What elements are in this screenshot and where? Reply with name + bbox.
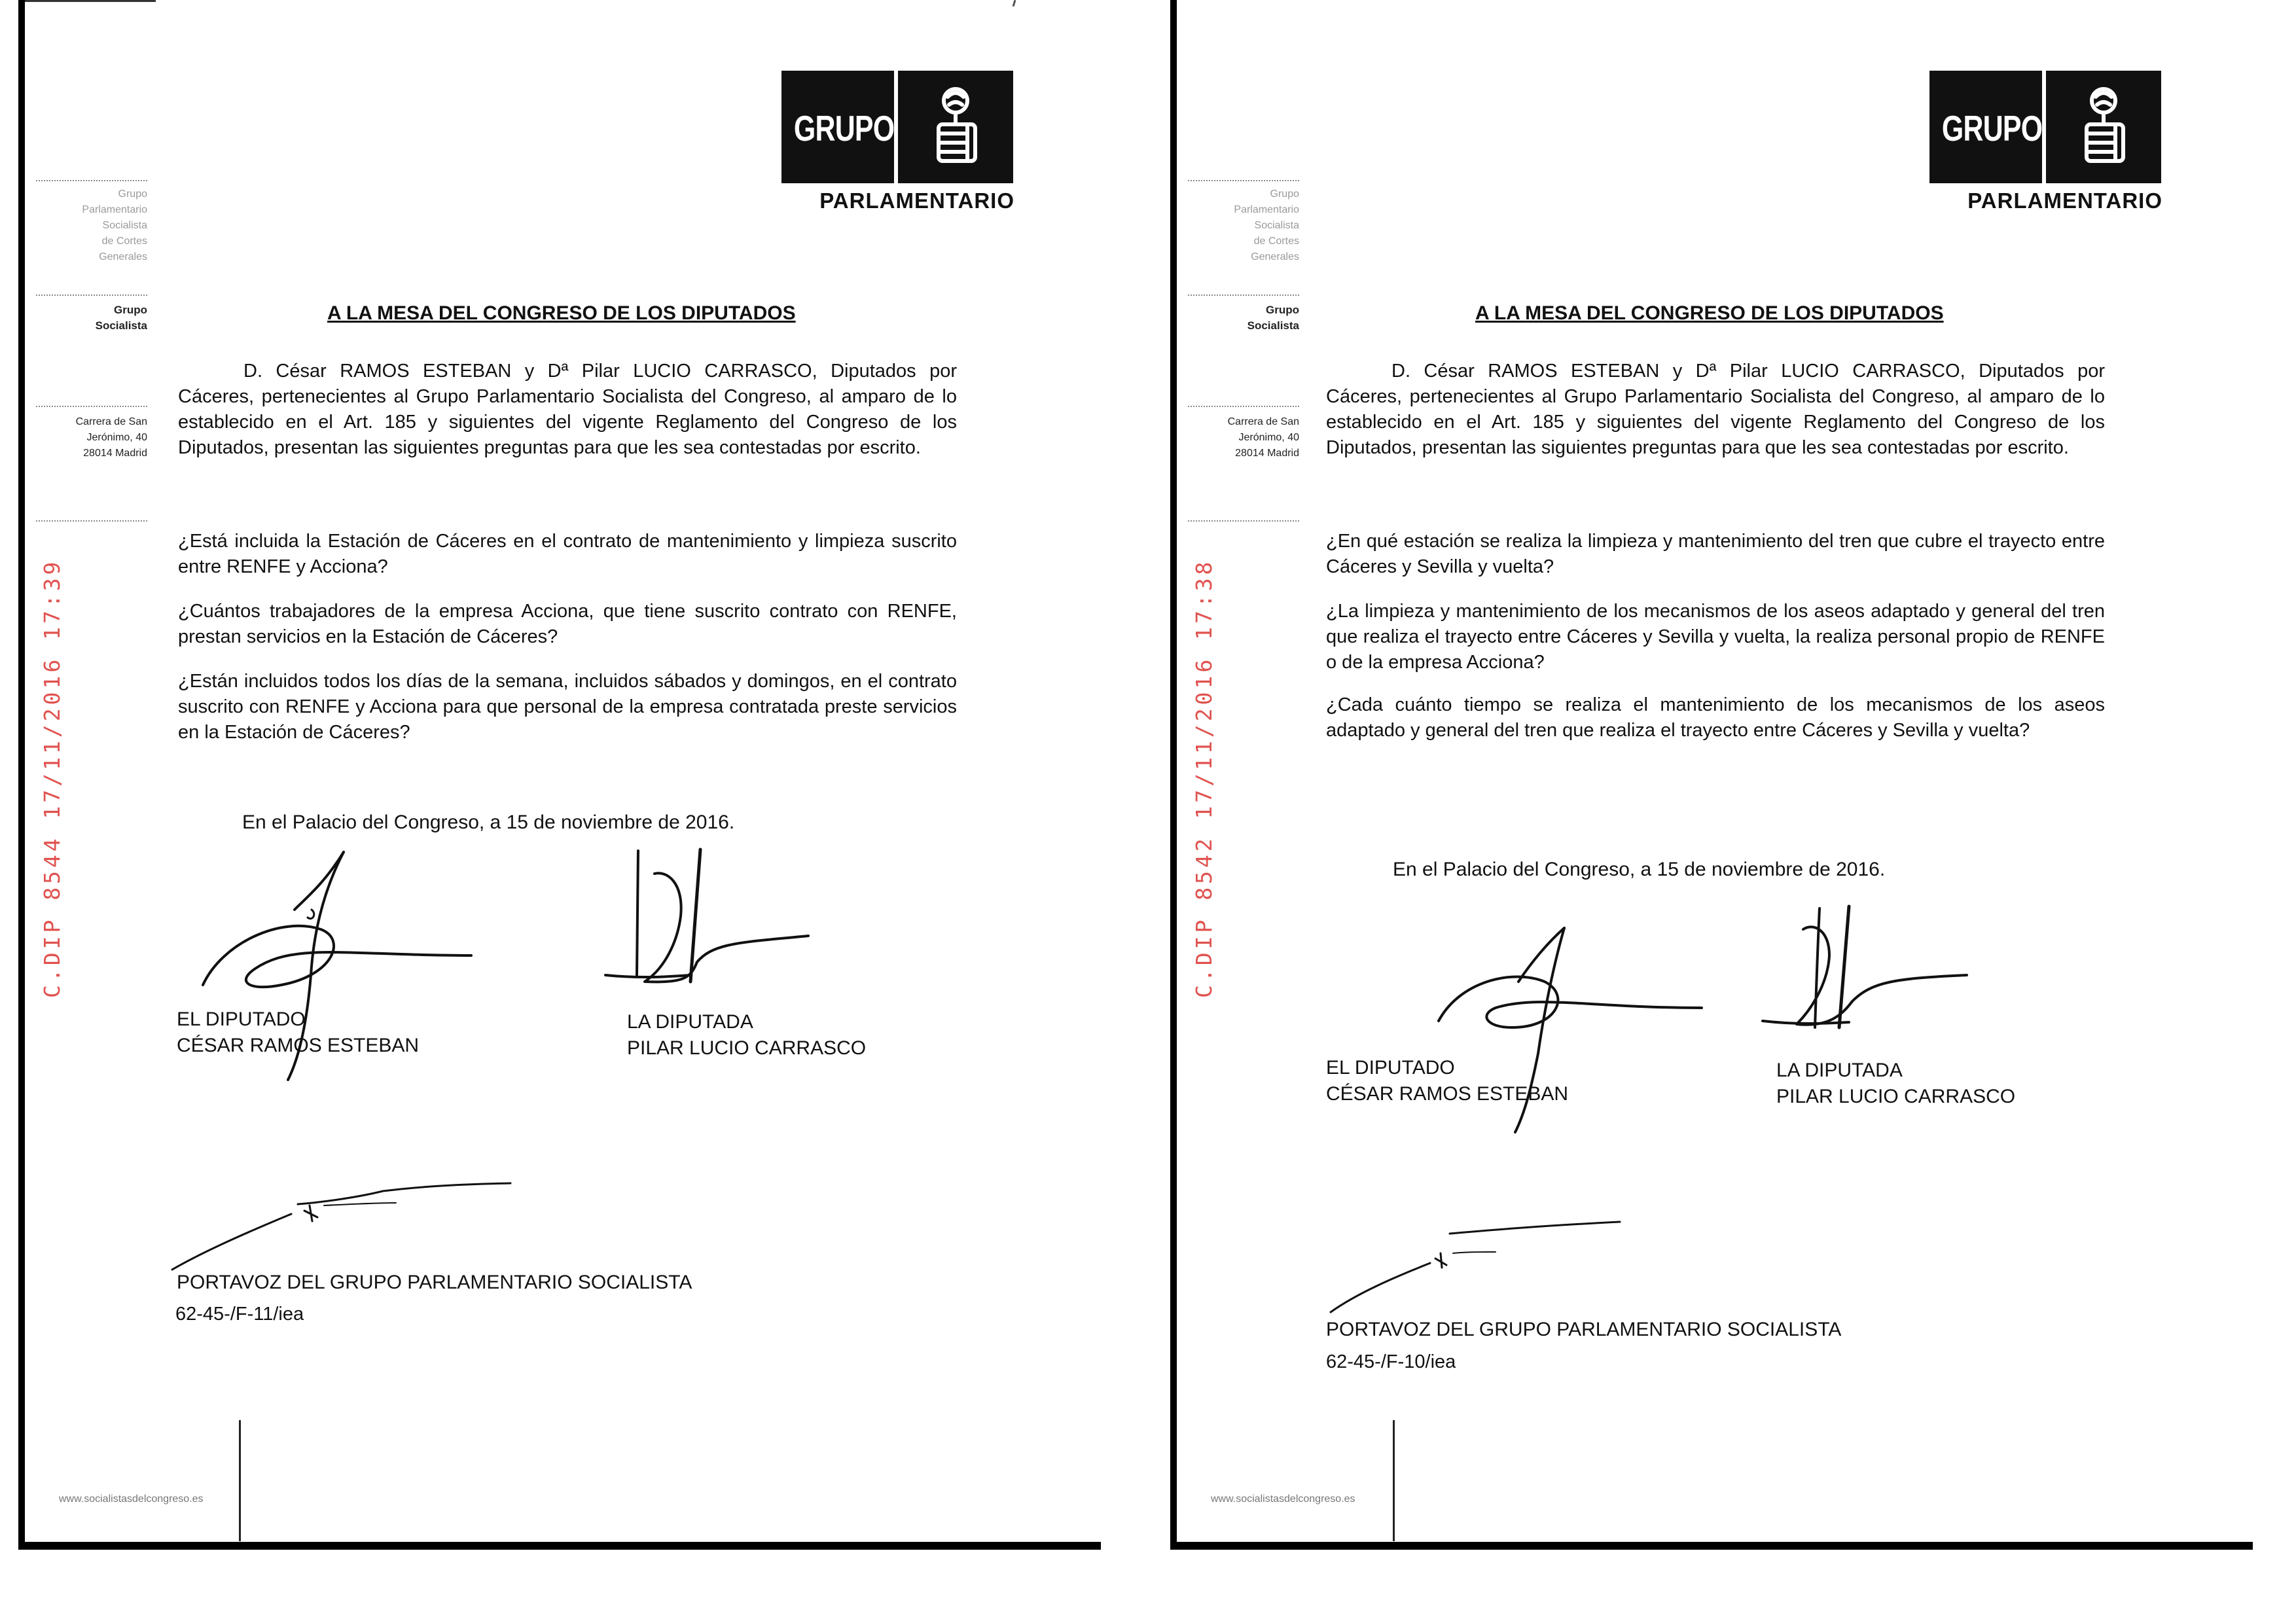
date-line: En el Palacio del Congreso, a 15 de noviembre de 2016. bbox=[1393, 859, 1886, 880]
footer-rule bbox=[239, 1420, 241, 1541]
sidebar-address-line: Carrera de San bbox=[75, 416, 147, 427]
rose-fist-icon bbox=[923, 84, 988, 169]
sidebar-org-line: Grupo bbox=[1270, 188, 1299, 200]
sidebar-org-line: de Cortes bbox=[1253, 236, 1299, 247]
document-reference: 62-45-/F-11/iea bbox=[175, 1304, 304, 1325]
sidebar-address bbox=[36, 414, 147, 461]
signatory-1-role: EL DIPUTADO bbox=[177, 1008, 306, 1030]
signature-pilar-lucio bbox=[1757, 903, 1973, 1047]
signatory-2 bbox=[1776, 1058, 2015, 1110]
logo-subtitle: PARLAMENTARIO bbox=[819, 188, 1014, 213]
sidebar-address-line: Jerónimo, 40 bbox=[86, 432, 147, 443]
question-3: ¿Están incluidos todos los días de la semana, incluidos sábados y domingos, en el contrato suscrito con RENFE y Acciona para que personal de la empresa contratada preste servicios en la Estación de Cáceres? bbox=[178, 671, 957, 743]
sidebar-org-line: Parlamentario bbox=[82, 204, 147, 215]
scan-border-bottom bbox=[1170, 1542, 2253, 1550]
sidebar-org-line: Parlamentario bbox=[1234, 204, 1299, 215]
signature-spokesperson bbox=[1325, 1214, 1626, 1319]
logo-word: GRUPO bbox=[1941, 108, 2043, 149]
sidebar-rule bbox=[1188, 406, 1299, 407]
spokesperson-title: PORTAVOZ DEL GRUPO PARLAMENTARIO SOCIALISTA bbox=[177, 1272, 692, 1293]
sidebar-group bbox=[36, 302, 147, 334]
party-logo bbox=[1929, 71, 2165, 221]
sidebar-group bbox=[1188, 302, 1299, 334]
sidebar-org-line: Generales bbox=[1251, 251, 1299, 262]
sidebar-address-line: 28014 Madrid bbox=[83, 448, 147, 459]
scan-border-left bbox=[1170, 0, 1177, 1546]
footer-rule bbox=[1393, 1420, 1395, 1541]
registry-stamp: C.DIP 8542 17/11/2016 17:38 bbox=[1191, 558, 1217, 998]
intro-paragraph: D. César RAMOS ESTEBAN y Dª Pilar LUCIO CARRASCO, Diputados por Cáceres, pertenecientes al Grupo Parlamentario Socialista del Congreso, al amparo de lo establecido en el Art. 185 y siguientes del vigente Reglamento del Congreso de los Diputados, presentan las siguientes preguntas para que les sea contestadas por escrito. bbox=[178, 361, 957, 458]
question-1: ¿En qué estación se realiza la limpieza y mantenimiento del tren que cubre el trayecto entre Cáceres y Sevilla y vuelta? bbox=[1326, 531, 2105, 577]
signature-pilar-lucio bbox=[599, 844, 821, 1001]
sidebar-rule bbox=[1188, 294, 1299, 296]
registry-stamp: C.DIP 8544 17/11/2016 17:39 bbox=[39, 558, 65, 998]
sidebar-address-line: Carrera de San bbox=[1227, 416, 1299, 427]
logo-subtitle: PARLAMENTARIO bbox=[1967, 188, 2162, 213]
sidebar-rule bbox=[36, 294, 147, 296]
signatory-2-name: PILAR LUCIO CARRASCO bbox=[627, 1037, 867, 1059]
sidebar-group-line: Grupo bbox=[1266, 304, 1299, 316]
signatory-2-role: LA DIPUTADA bbox=[1776, 1060, 1903, 1081]
scan-border-top bbox=[25, 0, 156, 2]
sidebar-address bbox=[1188, 414, 1299, 461]
sidebar-org-line: Socialista bbox=[102, 220, 147, 231]
document-page-2 bbox=[1152, 0, 2251, 1551]
logo-word: GRUPO bbox=[793, 108, 895, 149]
signatory-1-name: CÉSAR RAMOS ESTEBAN bbox=[177, 1035, 420, 1056]
question-3: ¿Cada cuánto tiempo se realiza el mantenimiento de los mecanismos de los aseos adaptado y general del tren que realiza el trayecto entre Cáceres y Sevilla y vuelta? bbox=[1326, 694, 2105, 741]
sidebar-group-line: Socialista bbox=[1247, 319, 1299, 332]
rose-fist-icon bbox=[2071, 84, 2136, 169]
logo-word-box bbox=[781, 71, 894, 183]
sidebar-org-line: Socialista bbox=[1254, 220, 1299, 231]
document-heading: A LA MESA DEL CONGRESO DE LOS DIPUTADOS bbox=[327, 302, 796, 324]
scan-mark bbox=[1013, 0, 1016, 7]
spokesperson-title: PORTAVOZ DEL GRUPO PARLAMENTARIO SOCIALISTA bbox=[1326, 1319, 1842, 1340]
signatory-1-name: CÉSAR RAMOS ESTEBAN bbox=[1326, 1083, 1569, 1105]
signatory-2-role: LA DIPUTADA bbox=[627, 1011, 753, 1033]
sidebar-address-line: Jerónimo, 40 bbox=[1238, 432, 1299, 443]
sidebar-group-line: Grupo bbox=[114, 304, 147, 316]
intro-paragraph: D. César RAMOS ESTEBAN y Dª Pilar LUCIO CARRASCO, Diputados por Cáceres, pertenecientes al Grupo Parlamentario Socialista del Congreso, al amparo de lo establecido en el Art. 185 y siguientes del vigente Reglamento del Congreso de los Diputados, presentan las siguientes preguntas para que les sea contestadas por escrito. bbox=[1326, 361, 2105, 458]
sidebar-rule bbox=[36, 180, 147, 181]
document-page-1 bbox=[0, 0, 1100, 1551]
signatory-2-name: PILAR LUCIO CARRASCO bbox=[1776, 1086, 2016, 1107]
question-2: ¿La limpieza y mantenimiento de los mecanismos de los aseos adaptado y general del tren que realiza el trayecto entre Cáceres y Sevilla y vuelta, la realiza personal propio de RENFE o de la empresa Acciona? bbox=[1326, 601, 2105, 673]
signatory-1 bbox=[177, 1007, 419, 1059]
logo-emblem bbox=[2046, 71, 2161, 183]
signature-spokesperson bbox=[167, 1165, 520, 1276]
signatory-2 bbox=[627, 1009, 866, 1061]
party-logo bbox=[781, 71, 1017, 221]
question-1: ¿Está incluida la Estación de Cáceres en el contrato de mantenimiento y limpieza suscrito entre RENFE y Acciona? bbox=[178, 531, 957, 577]
sidebar-rule bbox=[1188, 520, 1299, 522]
sidebar-rule bbox=[36, 406, 147, 407]
sidebar-org-line: Grupo bbox=[118, 188, 147, 200]
sidebar-rule bbox=[36, 520, 147, 522]
sidebar-org-line: Generales bbox=[99, 251, 147, 262]
sidebar-rule bbox=[1188, 180, 1299, 181]
scan-border-bottom bbox=[18, 1542, 1101, 1550]
sidebar-organization bbox=[1188, 187, 1299, 265]
logo-word-box bbox=[1929, 71, 2042, 183]
signatory-1-role: EL DIPUTADO bbox=[1326, 1057, 1455, 1079]
sidebar-organization bbox=[36, 187, 147, 265]
scan-border-left bbox=[18, 0, 25, 1546]
website-link[interactable]: www.socialistasdelcongreso.es bbox=[59, 1493, 204, 1505]
date-line: En el Palacio del Congreso, a 15 de noviembre de 2016. bbox=[242, 812, 735, 833]
question-2: ¿Cuántos trabajadores de la empresa Acciona, que tiene suscrito contrato con RENFE, prestan servicios en la Estación de Cáceres? bbox=[178, 601, 957, 647]
sidebar-org-line: de Cortes bbox=[101, 236, 147, 247]
website-link[interactable]: www.socialistasdelcongreso.es bbox=[1211, 1493, 1355, 1505]
logo-emblem bbox=[898, 71, 1013, 183]
document-heading: A LA MESA DEL CONGRESO DE LOS DIPUTADOS bbox=[1475, 302, 1944, 324]
signatory-1 bbox=[1326, 1055, 1568, 1107]
sidebar-group-line: Socialista bbox=[95, 319, 147, 332]
document-reference: 62-45-/F-10/iea bbox=[1326, 1351, 1456, 1372]
sidebar-address-line: 28014 Madrid bbox=[1235, 448, 1299, 459]
